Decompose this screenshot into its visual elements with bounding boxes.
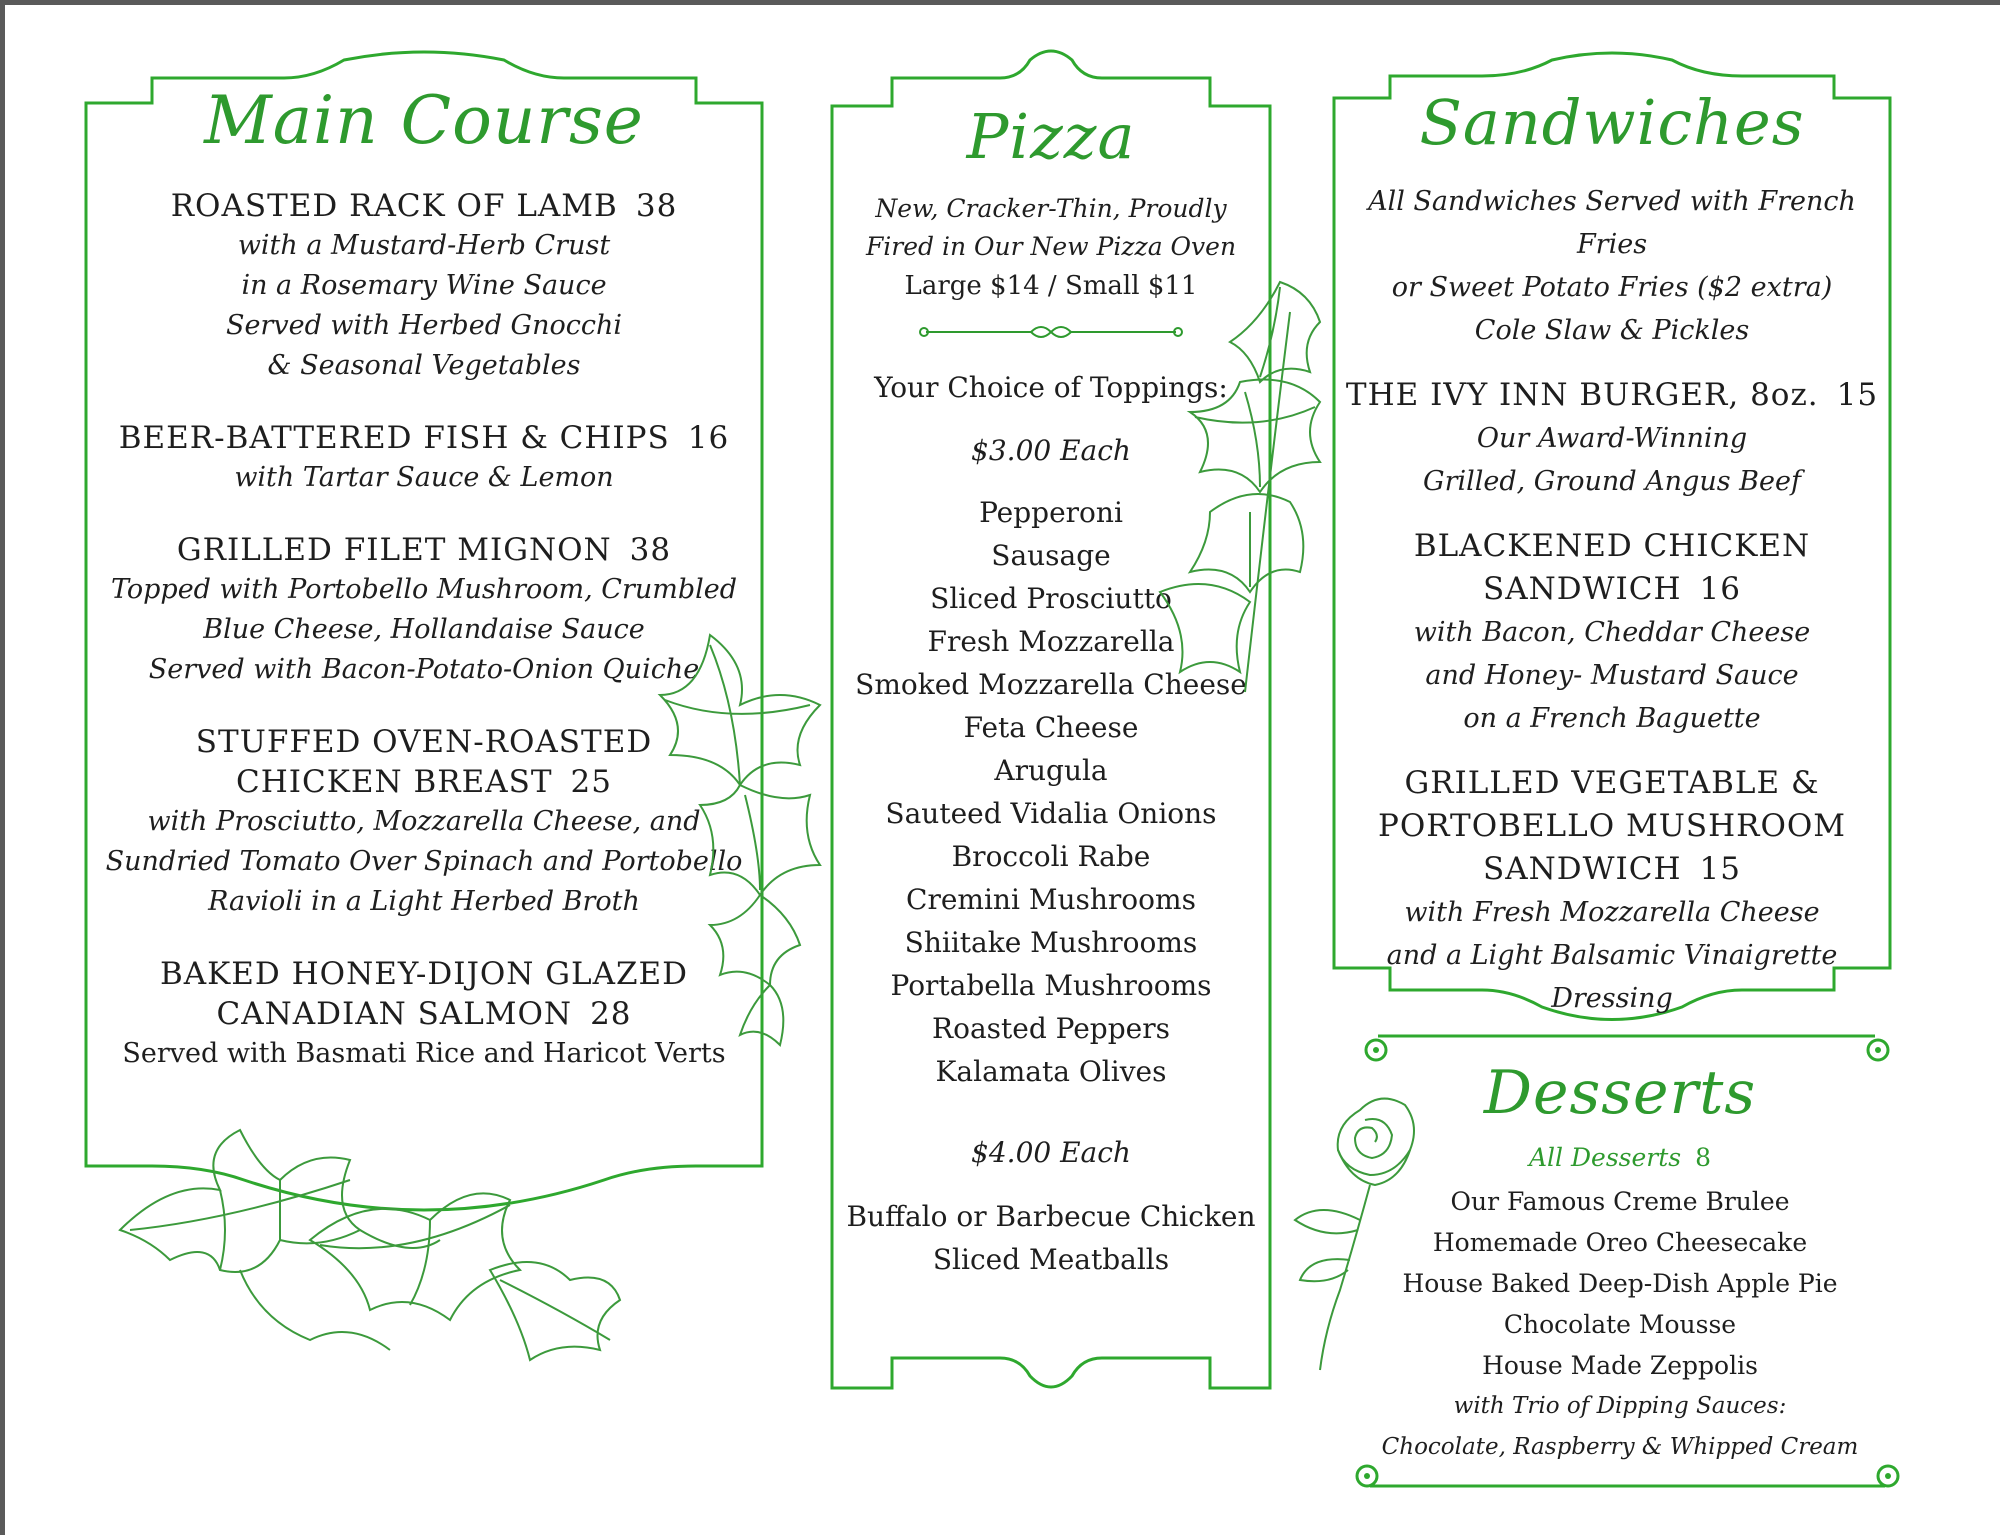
item-price: 38 (629, 532, 672, 568)
item-desc: with Bacon, Cheddar Cheese (1413, 617, 1811, 648)
item-desc: Sundried Tomato Over Spinach and Portobello (105, 846, 743, 877)
pizza-size-price: Large $14 / Small $11 (904, 271, 1198, 301)
item-name: THE IVY INN BURGER, 8oz. (1345, 377, 1819, 413)
item-desc: & Seasonal Vegetables (267, 350, 581, 381)
topping-item: Sausage (991, 539, 1111, 572)
item-desc: Grilled, Ground Angus Beef (1423, 466, 1801, 497)
sandwiches-title: Sandwiches (1419, 86, 1805, 159)
item-name: GRILLED FILET MIGNON (176, 532, 612, 568)
tier2-label: $4.00 Each (971, 1136, 1131, 1169)
pizza-panel (830, 48, 1272, 1406)
sandwich-intro: Cole Slaw & Pickles (1474, 315, 1750, 346)
dessert-sauces: Chocolate, Raspberry & Whipped Cream (1381, 1434, 1859, 1460)
item-name: PORTOBELLO MUSHROOM (1377, 808, 1847, 844)
item-price: 25 (570, 764, 612, 800)
topping-item: Sliced Prosciutto (930, 582, 1172, 615)
item-name: BAKED HONEY-DIJON GLAZED (159, 956, 689, 992)
item-price: 16 (687, 420, 730, 456)
item-desc: Topped with Portobello Mushroom, Crumbled (110, 574, 738, 605)
dessert-item: House Baked Deep-Dish Apple Pie (1402, 1269, 1838, 1298)
item-desc: Blue Cheese, Hollandaise Sauce (203, 614, 645, 645)
topping-item: Arugula (994, 754, 1108, 787)
item-desc: and Honey- Mustard Sauce (1425, 660, 1799, 691)
topping-item: Cremini Mushrooms (906, 883, 1196, 916)
item-price: 28 (590, 996, 632, 1032)
item-desc: with Tartar Sauce & Lemon (234, 462, 614, 493)
all-desserts-price: 8 (1695, 1143, 1712, 1172)
dessert-item: Our Famous Creme Brulee (1450, 1187, 1790, 1216)
item-price: 16 (1699, 571, 1741, 607)
pizza-intro: New, Cracker-Thin, Proudly (875, 194, 1227, 223)
topping-item: Sauteed Vidalia Onions (885, 797, 1217, 830)
main-course-title: Main Course (204, 82, 644, 159)
item-desc: Served with Basmati Rice and Haricot Verts (122, 1038, 726, 1069)
topping-item: Roasted Peppers (932, 1012, 1170, 1045)
menu-item-grilled-vegetable (1332, 762, 1892, 1020)
topping-item: Sliced Meatballs (932, 1243, 1170, 1276)
item-price: 15 (1699, 851, 1741, 887)
item-price: 38 (635, 188, 678, 224)
sandwich-intro: or Sweet Potato Fries ($2 extra) (1391, 272, 1833, 303)
item-name: STUFFED OVEN-ROASTED (195, 724, 653, 760)
dessert-item: Chocolate Mousse (1503, 1310, 1737, 1339)
flourish-divider-icon (916, 320, 1186, 344)
item-name: CANADIAN SALMON (216, 996, 573, 1032)
topping-item: Broccoli Rabe (951, 840, 1151, 873)
item-desc: Ravioli in a Light Herbed Broth (208, 886, 640, 917)
item-name: BLACKENED CHICKEN (1413, 528, 1811, 564)
ivy-leaves-icon (650, 625, 830, 1055)
item-name: GRILLED VEGETABLE & (1404, 765, 1820, 801)
topping-item: Portabella Mushrooms (890, 969, 1212, 1002)
all-desserts-label (1400, 1138, 1840, 1181)
topping-item: Feta Cheese (963, 711, 1139, 744)
item-desc: on a French Baguette (1463, 703, 1761, 734)
topping-item: Pepperoni (979, 496, 1123, 529)
dessert-item: House Made Zeppolis (1482, 1351, 1758, 1380)
menu-item-lamb (84, 186, 764, 386)
menu-item-fish (84, 418, 764, 498)
item-price: 15 (1836, 377, 1879, 413)
item-name: SANDWICH (1483, 571, 1682, 607)
item-desc: with Fresh Mozzarella Cheese (1404, 897, 1820, 928)
item-desc: Served with Herbed Gnocchi (225, 310, 623, 341)
topping-item: Shiitake Mushrooms (904, 926, 1198, 959)
ivy-leaves-icon (110, 1120, 630, 1380)
ivy-vine-icon (1150, 272, 1330, 702)
rose-icon (1280, 1080, 1440, 1380)
topping-item: Smoked Mozzarella Cheese (855, 668, 1247, 701)
sandwich-intro: All Sandwiches Served with French Fries (1368, 186, 1856, 260)
item-desc: and a Light Balsamic Vinaigrette Dressing (1386, 940, 1838, 1014)
item-name: SANDWICH (1483, 851, 1682, 887)
item-name: CHICKEN BREAST (236, 764, 553, 800)
item-desc: in a Rosemary Wine Sauce (241, 270, 607, 301)
topping-item: Fresh Mozzarella (927, 625, 1175, 658)
pizza-intro: Fired in Our New Pizza Oven (865, 232, 1237, 261)
dessert-sauces: with Trio of Dipping Sauces: (1453, 1393, 1787, 1419)
item-name: BEER-BATTERED FISH & CHIPS (118, 420, 670, 456)
tier1-label: $3.00 Each (971, 434, 1131, 467)
all-desserts-text: All Desserts (1528, 1143, 1682, 1172)
topping-item: Kalamata Olives (935, 1055, 1167, 1088)
item-desc: Served with Bacon-Potato-Onion Quiche (148, 654, 700, 685)
menu-item-burger (1332, 374, 1892, 503)
item-desc: with Prosciutto, Mozzarella Cheese, and (147, 806, 701, 837)
item-desc: with a Mustard-Herb Crust (237, 230, 611, 261)
toppings-header: Your Choice of Toppings: (874, 371, 1228, 404)
dessert-item: Homemade Oreo Cheesecake (1432, 1228, 1808, 1257)
item-desc: Our Award-Winning (1476, 423, 1748, 454)
desserts-title: Desserts (1483, 1058, 1757, 1128)
pizza-title: Pizza (966, 100, 1136, 173)
sandwiches-panel (1332, 52, 1892, 1027)
menu-item-blackened-chicken (1332, 525, 1892, 740)
item-name: ROASTED RACK OF LAMB (170, 188, 618, 224)
topping-item: Buffalo or Barbecue Chicken (846, 1200, 1256, 1233)
